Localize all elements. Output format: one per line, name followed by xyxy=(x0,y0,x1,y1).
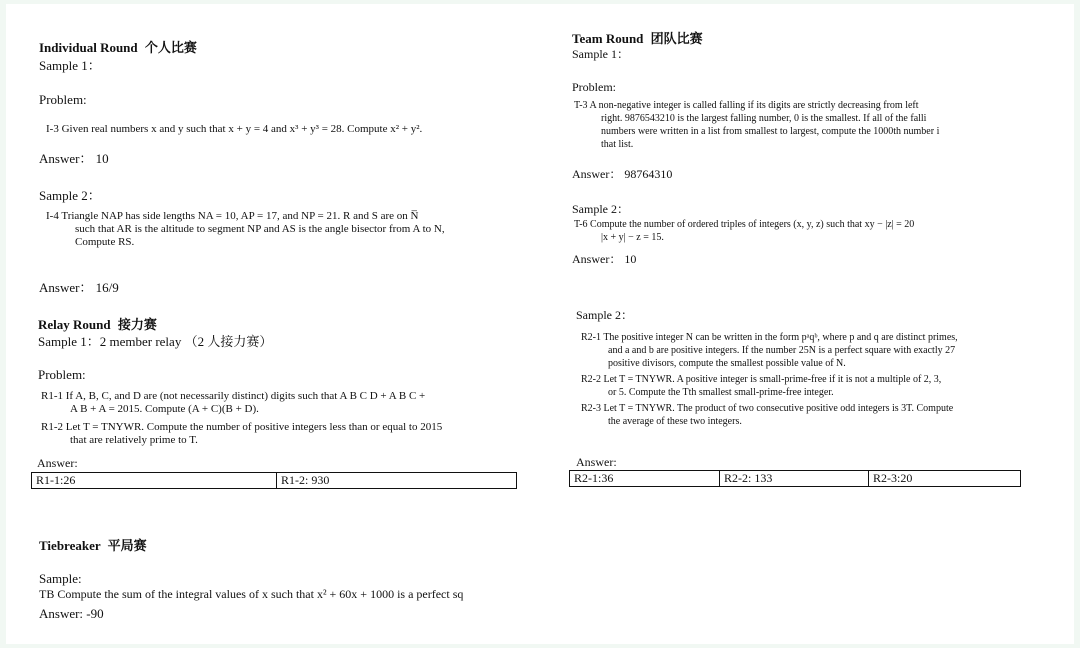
table-cell: R2-2: 133 xyxy=(720,471,869,487)
team-round-title-cn: 团队比赛 xyxy=(650,31,703,46)
individual-problem-label: Problem: xyxy=(39,92,87,107)
table-row xyxy=(570,471,1021,487)
problem-t6-line2: |x + y| − z = 15. xyxy=(601,232,664,243)
table-cell: R1-2: 930 xyxy=(277,473,517,489)
table-row xyxy=(32,473,517,489)
problem-t3-line1: T-3 A non-negative integer is called falling if its digits are strictly decreasing from left xyxy=(574,100,919,111)
problem-i4-line3: Compute RS. xyxy=(75,236,135,248)
tiebreaker-heading xyxy=(39,535,147,554)
problem-r22-line1: R2-2 Let T = TNYWR. A positive integer is small-prime-free if it is not a multiple of 2, 3, xyxy=(581,374,942,385)
individual-sample1-label: Sample 1： xyxy=(39,58,101,73)
team-answer1: Answer： 98764310 xyxy=(572,167,673,181)
table-cell: R2-3:20 xyxy=(869,471,1021,487)
relay1-answer-label: Answer: xyxy=(37,456,78,470)
table-cell: R2-1:36 xyxy=(570,471,720,487)
team-answer2: Answer： 10 xyxy=(572,252,637,266)
problem-r23-line2: the average of these two integers. xyxy=(608,416,742,427)
problem-i4 xyxy=(46,210,530,249)
problem-r22-line2: or 5. Compute the Tth smallest small-prime-free integer. xyxy=(608,387,834,398)
problem-r11-line1: R1-1 If A, B, C, and D are (not necessarily distinct) digits such that A B C D + A B C + xyxy=(41,390,426,402)
individual-answer2: Answer： 16/9 xyxy=(39,280,119,295)
relay2-answer-table xyxy=(569,470,1021,487)
team-round-title-en: Team Round xyxy=(572,31,644,46)
relay-sample1-label: Sample 1：2 member relay （2 人接力赛） xyxy=(38,334,273,349)
team-sample1-label: Sample 1： xyxy=(572,47,629,61)
problem-r2 xyxy=(581,331,1026,428)
relay2-answer-label: Answer: xyxy=(576,455,617,469)
problem-t3-line4: that list. xyxy=(601,139,634,150)
relay-round-title-en: Relay Round xyxy=(38,317,111,332)
individual-answer1: Answer： 10 xyxy=(39,151,109,166)
problem-t3 xyxy=(574,99,1024,151)
problem-r12-line2: that are relatively prime to T. xyxy=(70,434,198,446)
problem-r23-line1: R2-3 Let T = TNYWR. The product of two consecutive positive odd integers is 3T. Compute xyxy=(581,403,954,414)
tiebreaker-answer: Answer: -90 xyxy=(39,606,104,621)
problem-t3-line2: right. 9876543210 is the largest falling number, 0 is the smallest. If all of the falli xyxy=(601,113,927,124)
relay-problem-label: Problem: xyxy=(38,367,86,382)
table-cell: R1-1:26 xyxy=(32,473,277,489)
tiebreaker-title-cn: 平局赛 xyxy=(107,538,147,553)
relay1-answer-table xyxy=(31,472,517,489)
problem-r21-line2: and a and b are positive integers. If the number 25N is a perfect square with exactly 27 xyxy=(608,345,956,356)
tiebreaker-title-en: Tiebreaker xyxy=(39,538,101,553)
individual-round-title-cn: 个人比赛 xyxy=(144,40,197,55)
individual-round-title-en: Individual Round xyxy=(39,40,138,55)
problem-r21-line1: R2-1 The positive integer N can be written in the form pᵃqᵇ, where p and q are distinct primes, xyxy=(581,332,958,343)
problem-tb: TB Compute the sum of the integral values of x such that x² + 60x + 1000 is a perfect sq xyxy=(39,587,464,601)
document-page xyxy=(6,4,1074,644)
tiebreaker-sample-label: Sample: xyxy=(39,571,82,586)
team-problem-label: Problem: xyxy=(572,80,616,94)
problem-t6-line1: T-6 Compute the number of ordered triples of integers (x, y, z) such that xy − |z| = 20 xyxy=(574,219,915,230)
problem-i4-line2: such that AR is the altitude to segment NP and AS is the angle bisector from A to N, xyxy=(75,223,445,235)
problem-r21-line3: positive divisors, compute the smallest possible value of N. xyxy=(608,358,846,369)
problem-r11-line2: A B + A = 2015. Compute (A + C)(B + D). xyxy=(70,403,259,415)
problem-i4-line1: I-4 Triangle NAP has side lengths NA = 10, AP = 17, and NP = 21. R and S are on N̅ xyxy=(46,210,419,222)
problem-r1 xyxy=(41,390,521,447)
relay-round-title-cn: 接力赛 xyxy=(117,317,157,332)
problem-t6 xyxy=(574,218,1024,244)
team-sample2-label: Sample 2： xyxy=(572,202,629,216)
individual-sample2-label: Sample 2： xyxy=(39,188,101,203)
problem-r12-line1: R1-2 Let T = TNYWR. Compute the number of positive integers less than or equal to 2015 xyxy=(41,421,443,433)
problem-t3-line3: numbers were written in a list from smallest to largest, compute the 1000th number i xyxy=(601,126,940,137)
problem-i3: I-3 Given real numbers x and y such that x + y = 4 and x³ + y³ = 28. Compute x² + y². xyxy=(46,123,423,135)
individual-round-heading xyxy=(39,37,197,56)
relay2-sample2-label: Sample 2： xyxy=(576,308,633,322)
